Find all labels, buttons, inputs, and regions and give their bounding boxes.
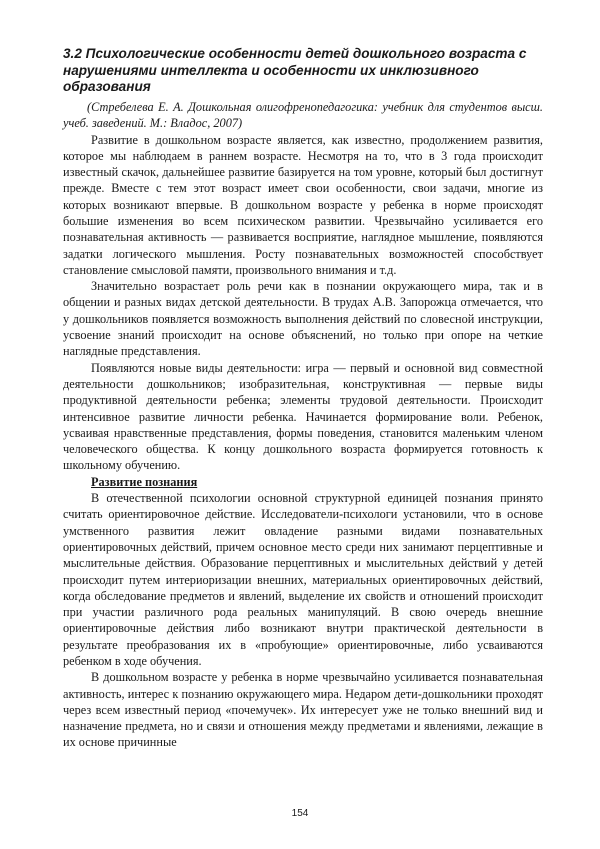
paragraph-1: Развитие в дошкольном возрасте является, как известно, продолжением развития, которое мы наблюдаем в раннем возрасте. Несмотря на то, что в 3 года происходит известный скачок, дальнейшее развитие базируется на том уровне, который был достигнут прежде. Вместе с тем этот возраст имеет свои особенности, свои задачи, многие из которых возникают впервые. В дошкольном возрасте у ребенка в норме происходят большие изменения во всем психическом развитии. Чрезвычайно усиливается его познавательная активность — развивается восприятие, наглядное мышление, появляются задатки логического мышления. Росту познавательных возможностей способствует становление смысловой памяти, произвольного внимания и т.д. (63, 132, 543, 277)
subheading-cognition: Развитие познания (91, 474, 198, 489)
paragraph-2: Значительно возрастает роль речи как в познании окружающего мира, так и в общении и разных видах детской деятельности. В трудах А.В. Запорожца отмечается, что у дошкольников появляется возможность выполнения действий по словесной инструкции, усвоение знаний происходит на основе объяснений, но только при опоре на четкие наглядные представления. (63, 279, 543, 359)
paragraph-5: В дошкольном возрасте у ребенка в норме чрезвычайно усиливается познавательная активность, интерес к познанию окружающего мира. Недаром дети-дошкольники проходят через всем известный период «почемучек». Их интересует уже не только внешний вид и назначение предмета, но и связи и отношения между предметами и явлениями, лежащие в их основе причинные (63, 670, 543, 750)
paragraph-4: В отечественной психологии основной структурной единицей познания принято считать ориентировочное действие. Исследователи-психологи установили, что в основе умственного развития лежит овладение разными видами познавательных ориентировочных действий, причем основное место среди них занимают перцептивные и мыслительные действия. Образование перцептивных и мыслительных действий у детей происходит путем интериоризации внешних, материальных ориентировочных действий, когда обследование предметов и явлений, выделение их свойств и отношений происходит при участии различного рода реальных манипуляций. В свою очередь внешние ориентировочные действия либо возникают внутри практической деятельности в результате преобразования их в «пробующие» ориентировочные, либо усваиваются ребенком в ходе обучения. (63, 491, 543, 668)
source-citation: (Стребелева Е. А. Дошкольная олигофренопедагогика: учебник для студентов высш. учеб. заведений. М.: Владос, 2007) (63, 99, 543, 130)
section-heading: 3.2 Психологические особенности детей дошкольного возраста с нарушениями интеллекта и особенности их инклюзивного образования (63, 46, 527, 94)
page-number: 154 (291, 808, 309, 819)
paragraph-3: Появляются новые виды деятельности: игра — первый и основной вид совместной деятельности дошкольников; изобразительная, конструктивная — первые виды продуктивной деятельности ребенка; элементы трудовой деятельности. Происходит интенсивное развитие личности ребенка. Начинается формирование воли. Ребенок, усваивая нравственные представления, формы поведения, становится маленьким членом человеческого общества. К концу дошкольного возраста формируется готовность к школьному обучению. (63, 360, 543, 473)
